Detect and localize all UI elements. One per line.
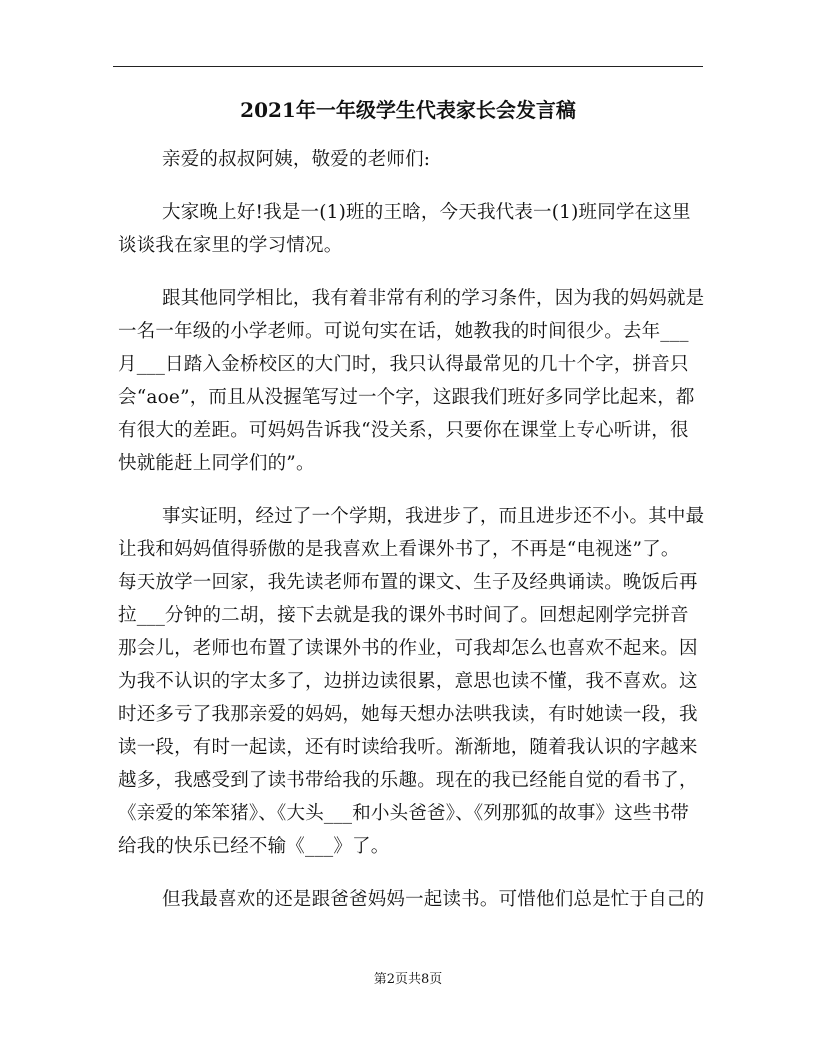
body-line: 会“aoe”，而且从没握笔写过一个字，这跟我们班好多同学比起来，都 bbox=[118, 387, 695, 408]
header-rule bbox=[113, 66, 703, 67]
body-line: 事实证明，经过了一个学期，我进步了，而且进步还不小。其中最 bbox=[162, 506, 705, 527]
document-title: 2021年一年级学生代表家长会发言稿 bbox=[240, 98, 576, 122]
body-line: 读一段，有时一起读，还有时读给我听。渐渐地，随着我认识的字越来 bbox=[118, 737, 698, 758]
body-line: 让我和妈妈值得骄傲的是我喜欢上看课外书了，不再是“电视迷”了。 bbox=[118, 539, 680, 560]
body-line: 为我不认识的字太多了，边拼边读很累，意思也读不懂，我不喜欢。这 bbox=[118, 671, 698, 692]
body-line: 跟其他同学相比，我有着非常有利的学习条件，因为我的妈妈就是 bbox=[162, 288, 705, 309]
body-line: 那会儿，老师也布置了读课外书的作业，可我却怎么也喜欢不起来。因 bbox=[118, 638, 698, 659]
body-line: 大家晚上好!我是一(1)班的王晗，今天我代表一(1)班同学在这里 bbox=[162, 202, 691, 223]
body-line: 拉___分钟的二胡，接下去就是我的课外书时间了。回想起刚学完拼音 bbox=[118, 605, 689, 626]
body-line: 谈谈我在家里的学习情况。 bbox=[118, 235, 343, 256]
body-line: 《亲爱的笨笨猪》、《大头___和小头爸爸》、《列那狐的故事》这些书带 bbox=[118, 803, 690, 824]
body-line: 越多，我感受到了读书带给我的乐趣。现在的我已经能自觉的看书了， bbox=[118, 770, 698, 791]
body-line: 每天放学一回家，我先读老师布置的课文、生子及经典诵读。晚饭后再 bbox=[118, 572, 698, 593]
body-line: 给我的快乐已经不输《___》了。 bbox=[118, 836, 390, 857]
body-line: 有很大的差距。可妈妈告诉我“没关系，只要你在课堂上专心听讲，很 bbox=[118, 420, 689, 441]
body-line: 但我最喜欢的还是跟爸爸妈妈一起读书。可惜他们总是忙于自己的 bbox=[162, 889, 705, 910]
body-line: 时还多亏了我那亲爱的妈妈，她每天想办法哄我读，有时她读一段，我 bbox=[118, 704, 698, 725]
body-line: 快就能赶上同学们的”。 bbox=[118, 453, 315, 474]
page-number: 第2页共8页 bbox=[373, 972, 443, 987]
body-line: 亲爱的叔叔阿姨，敬爱的老师们: bbox=[162, 149, 431, 170]
body-line: 月___日踏入金桥校区的大门时，我只认得最常见的几十个字，拼音只 bbox=[118, 354, 689, 375]
body-line: 一名一年级的小学老师。可说句实在话，她教我的时间很少。去年___ bbox=[118, 321, 689, 342]
